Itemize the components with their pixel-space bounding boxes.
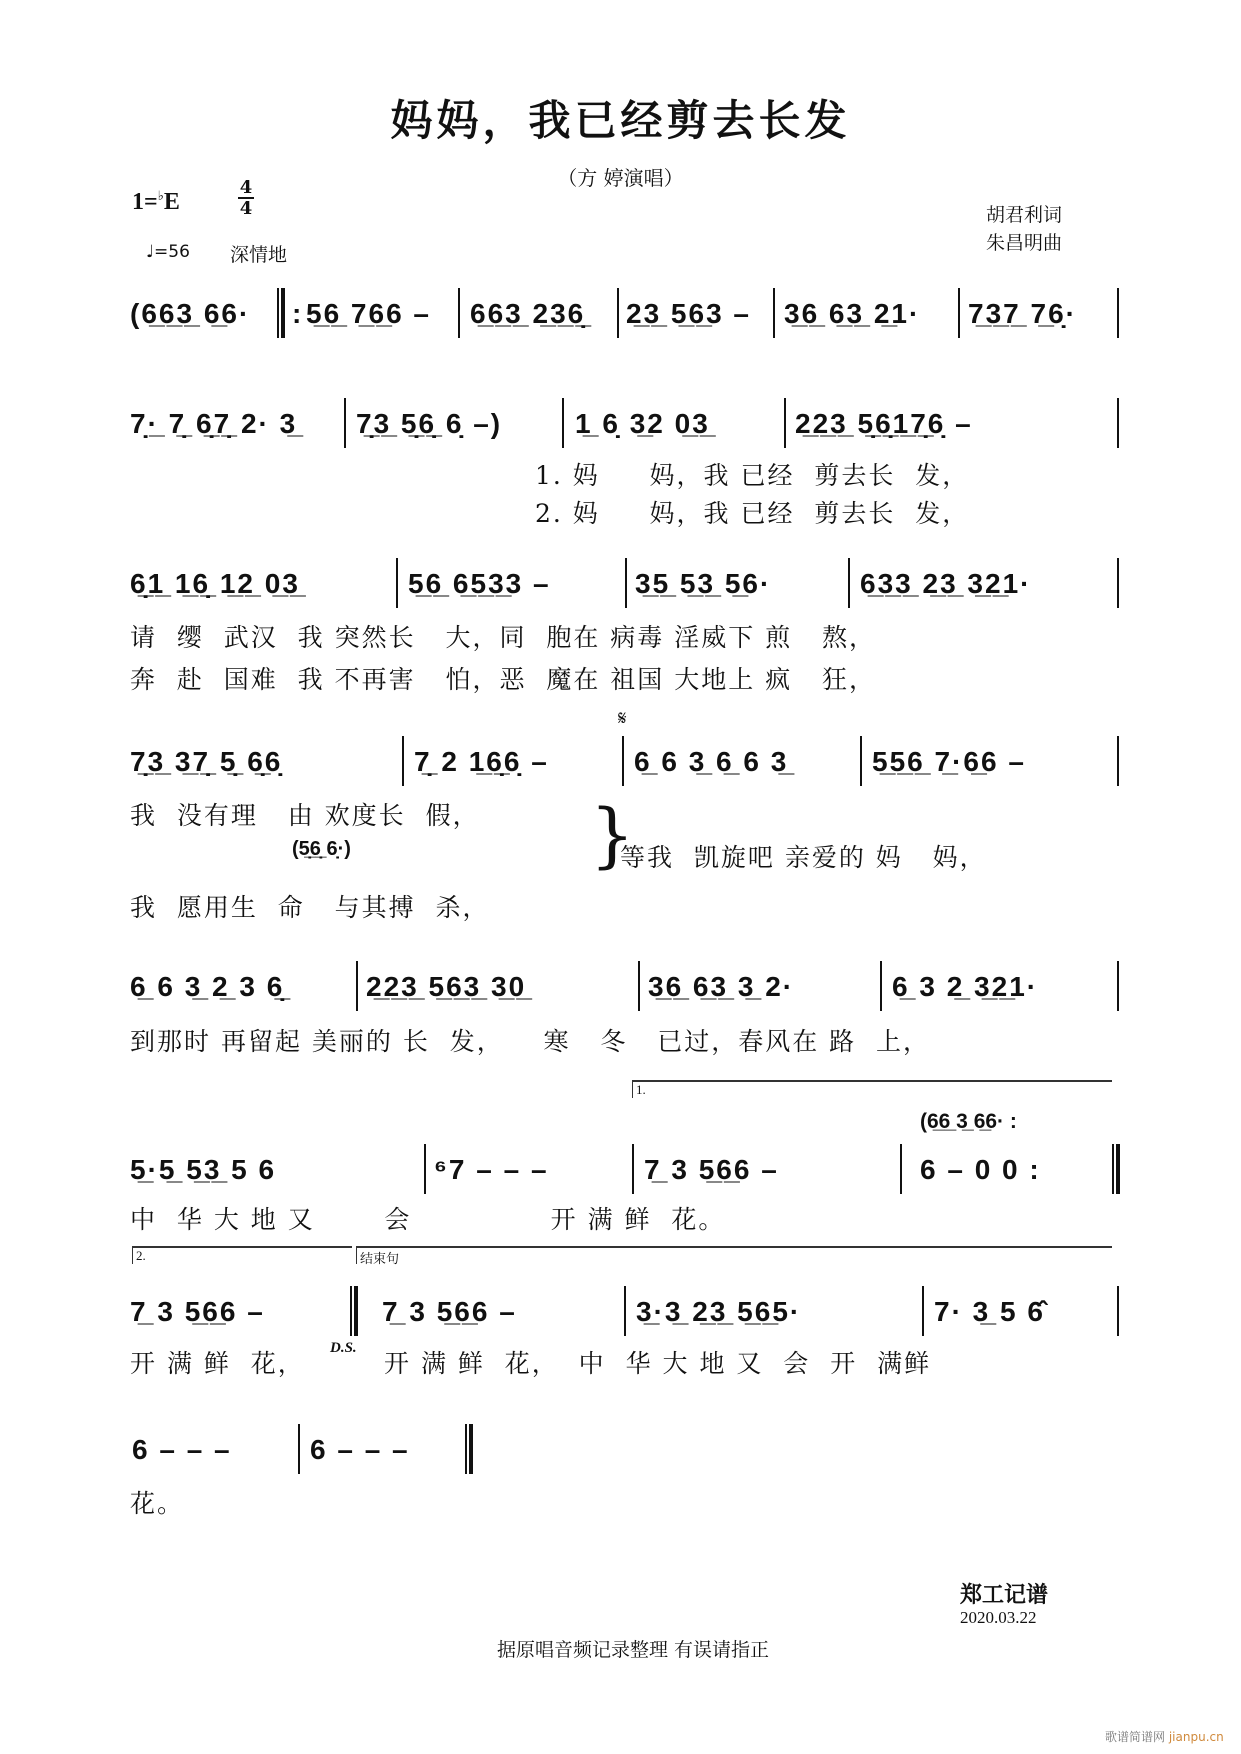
watermark-url: jianpu.cn [1168, 1730, 1224, 1744]
lyrics-line: 开 满 鲜 花， 中 华 大 地 又 会 开 满鲜 [384, 1349, 932, 1378]
watermark [1105, 1728, 1224, 1745]
score-line-6 [130, 1148, 1120, 1204]
barline [958, 288, 960, 338]
barline [1117, 961, 1119, 1011]
measure: 7· 3̲ 5 6̂ [934, 1296, 1045, 1327]
barline [860, 736, 862, 786]
barline [356, 961, 358, 1011]
lyrics-shared: 等我 凯旋吧 亲爱的 妈 妈， [620, 843, 987, 872]
double-barline [350, 1286, 358, 1336]
volta-1-intro-phrase: (6̲6̲ 3̲ 6̲6· : [920, 1110, 1017, 1133]
barline [784, 398, 786, 448]
tempo-marking: ♩=56 [146, 242, 190, 262]
lyrics-line: 花。 [130, 1489, 185, 1518]
measure: 6̲ 3 2̲ 3̲2̲1· [892, 971, 1039, 1002]
alt-phrase-verse-2: (5̣̲6̣̲ 6̣·) [292, 838, 351, 860]
measure: 7̣̲3̲ 3̲7̣̲ 5̣̲ 6̣̲6̣ [130, 746, 283, 777]
measure: 5̲·5̲ 5̲3̲ 5 6 [130, 1154, 277, 1185]
repeat-dots: : [292, 298, 304, 329]
time-signature [238, 178, 254, 218]
score-line-1 [130, 292, 1120, 348]
lyrics-line: 中 华 大 地 又 会 开 满 鲜 花。 [130, 1205, 726, 1234]
measure: 5̲6̲ 6̲5̲3̲3 – [408, 568, 551, 599]
barline [617, 288, 619, 338]
barline [922, 1286, 924, 1336]
barline [402, 736, 404, 786]
barline [625, 558, 627, 608]
dal-segno-marking: D.S. [330, 1340, 357, 1356]
transcription-note: 据原唱音频记录整理 有误请指正 [497, 1639, 770, 1661]
score-line-5 [130, 965, 1120, 1021]
lyrics-verse-1: 1. 妈 妈，我 已经 剪去长 发， [535, 461, 970, 490]
repeat-end-barline [1112, 1144, 1120, 1194]
segno-icon: 𝄋 [618, 706, 627, 730]
barline [562, 398, 564, 448]
lyrics-line: 到那时 再留起 美丽的 长 发， 寒 冬 已过，春风在 路 上， [130, 1027, 931, 1056]
watermark-site-name: 歌谱简谱网 [1105, 1730, 1166, 1744]
barline [1117, 398, 1119, 448]
measure: 2̲2̲3̲ 5̣̲6̣̲1̲7̣̲6̣ – [795, 408, 973, 439]
lyrics-verse-2: 2. 妈 妈，我 已经 剪去长 发， [535, 499, 970, 528]
measure: 3̲·3̲ 2̲3̲ 5̲6̲5· [636, 1296, 802, 1327]
transcriber-credit: 郑工记谱 [960, 1583, 1049, 1608]
measure: 1̲ 6̣ 3̲2 0̲3̲ [575, 408, 710, 439]
measure: 2̲2̲3̲ 5̲6̲3̲ 3̲0̲ [366, 971, 527, 1002]
time-sig-bottom: 4 [239, 198, 253, 219]
barline [900, 1144, 902, 1194]
measure: 6 – 0 0 : [920, 1154, 1041, 1185]
barline [880, 961, 882, 1011]
expression-marking: 深情地 [230, 244, 288, 266]
barline [622, 736, 624, 786]
measure: 3̲5̲ 5̲3̲ 5̲6· [635, 568, 772, 599]
measure: ⁶7 – – – [434, 1154, 549, 1185]
lyricist-credit: 胡君利词 [986, 204, 1063, 226]
volta-1-label: 1. [636, 1082, 646, 1097]
measure: 6̲ 6 3̲ 6̲ 6 3̲ [634, 746, 789, 777]
measure: 6̲ 6 3̲ 2̲ 3 6̣̲ [130, 971, 285, 1002]
measure: 7̲ 3 5̲6̲6 – [130, 1296, 265, 1327]
barline [424, 1144, 426, 1194]
volta-1-bracket [632, 1080, 1112, 1098]
lyrics-verse-1: 我 没有理 由 欢度长 假， [130, 801, 480, 830]
measure: 7̣̲3̲ 5̣̲6̣̲ 6̣ –) [356, 408, 503, 439]
measure: 5̲6̲ 7̲6̲6 – [306, 298, 431, 329]
score-line-4 [130, 740, 1120, 796]
measure: (6̲6̲3̲ 6̲6· [130, 298, 251, 329]
barline [1117, 558, 1119, 608]
measure: 7̣·̲ 7̣̲ 6̣̲7̣̲ 2· 3̲ [130, 408, 298, 439]
measure: 7̲ 3 5̲6̲6 – [644, 1154, 779, 1185]
composer-credit: 朱昌明曲 [986, 232, 1063, 254]
barline [624, 1286, 626, 1336]
repeat-start-barline [277, 288, 285, 338]
ending-bracket [356, 1246, 1112, 1264]
barline [1117, 1286, 1119, 1336]
barline [638, 961, 640, 1011]
ending-label: 结束句 [360, 1251, 400, 1266]
time-sig-top: 4 [239, 177, 253, 198]
measure: 7̣̲ 2 1̲6̣̲6̣ – [414, 746, 549, 777]
measure: 2̲3̲ 5̲6̲3 – [626, 298, 751, 329]
barline [848, 558, 850, 608]
measure: 6̲3̲3̲ 2̲3̲ 3̲2̲1· [860, 568, 1032, 599]
measure: 7̲ 3 5̲6̲6 – [382, 1296, 517, 1327]
barline [773, 288, 775, 338]
measure: 3̲6̲ 6̲3̲ 3̲ 2· [648, 971, 795, 1002]
barline [632, 1144, 634, 1194]
measure: 6̲6̲3̲ 2̲3̲6̣̲ [470, 298, 586, 329]
score-line-8 [130, 1428, 1120, 1484]
lyrics-verse-1: 请 缨 武汉 我 突然长 大，同 胞在 病毒 淫威下 煎 熬， [130, 623, 877, 652]
transcription-date: 2020.03.22 [960, 1608, 1037, 1627]
score-line-7 [130, 1290, 1120, 1346]
score-line-3 [130, 562, 1120, 618]
song-title: 妈妈，我已经剪去长发 [390, 96, 851, 145]
measure: 3̲6̲ 6̲3̲ 2̲1· [784, 298, 921, 329]
measure: 6 – – – [132, 1434, 232, 1465]
performer-credit: （方 婷演唱） [557, 166, 684, 190]
barline [298, 1424, 300, 1474]
key-signature [132, 188, 180, 216]
measure: 6 – – – [310, 1434, 410, 1465]
score-line-2 [130, 402, 1120, 458]
measure: 5̲5̲6̲ 7̲·6̲6 – [872, 746, 1026, 777]
flat-icon: ♭ [157, 188, 164, 203]
measure: 6̣̲1̲ 1̲6̣̲ 1̲2̲ 0̲3̲ [130, 568, 300, 599]
barline [458, 288, 460, 338]
measure: 7̲3̲7̲ 7̲6̣· [968, 298, 1077, 329]
lyrics-verse-2: 奔 赴 国难 我 不再害 怕，恶 魔在 祖国 大地上 疯 狂， [130, 665, 877, 694]
key-note: E [163, 189, 180, 215]
volta-2-bracket [132, 1246, 352, 1264]
barline [1117, 736, 1119, 786]
lyrics-line: 开 满 鲜 花， [130, 1349, 305, 1378]
volta-2-label: 2. [136, 1248, 146, 1263]
final-barline [465, 1424, 473, 1474]
barline [344, 398, 346, 448]
lyrics-verse-2: 我 愿用生 命 与其搏 杀， [130, 893, 490, 922]
barline [1117, 288, 1119, 338]
key-prefix: 1= [132, 189, 158, 215]
brace-icon: } [590, 794, 635, 876]
barline [396, 558, 398, 608]
